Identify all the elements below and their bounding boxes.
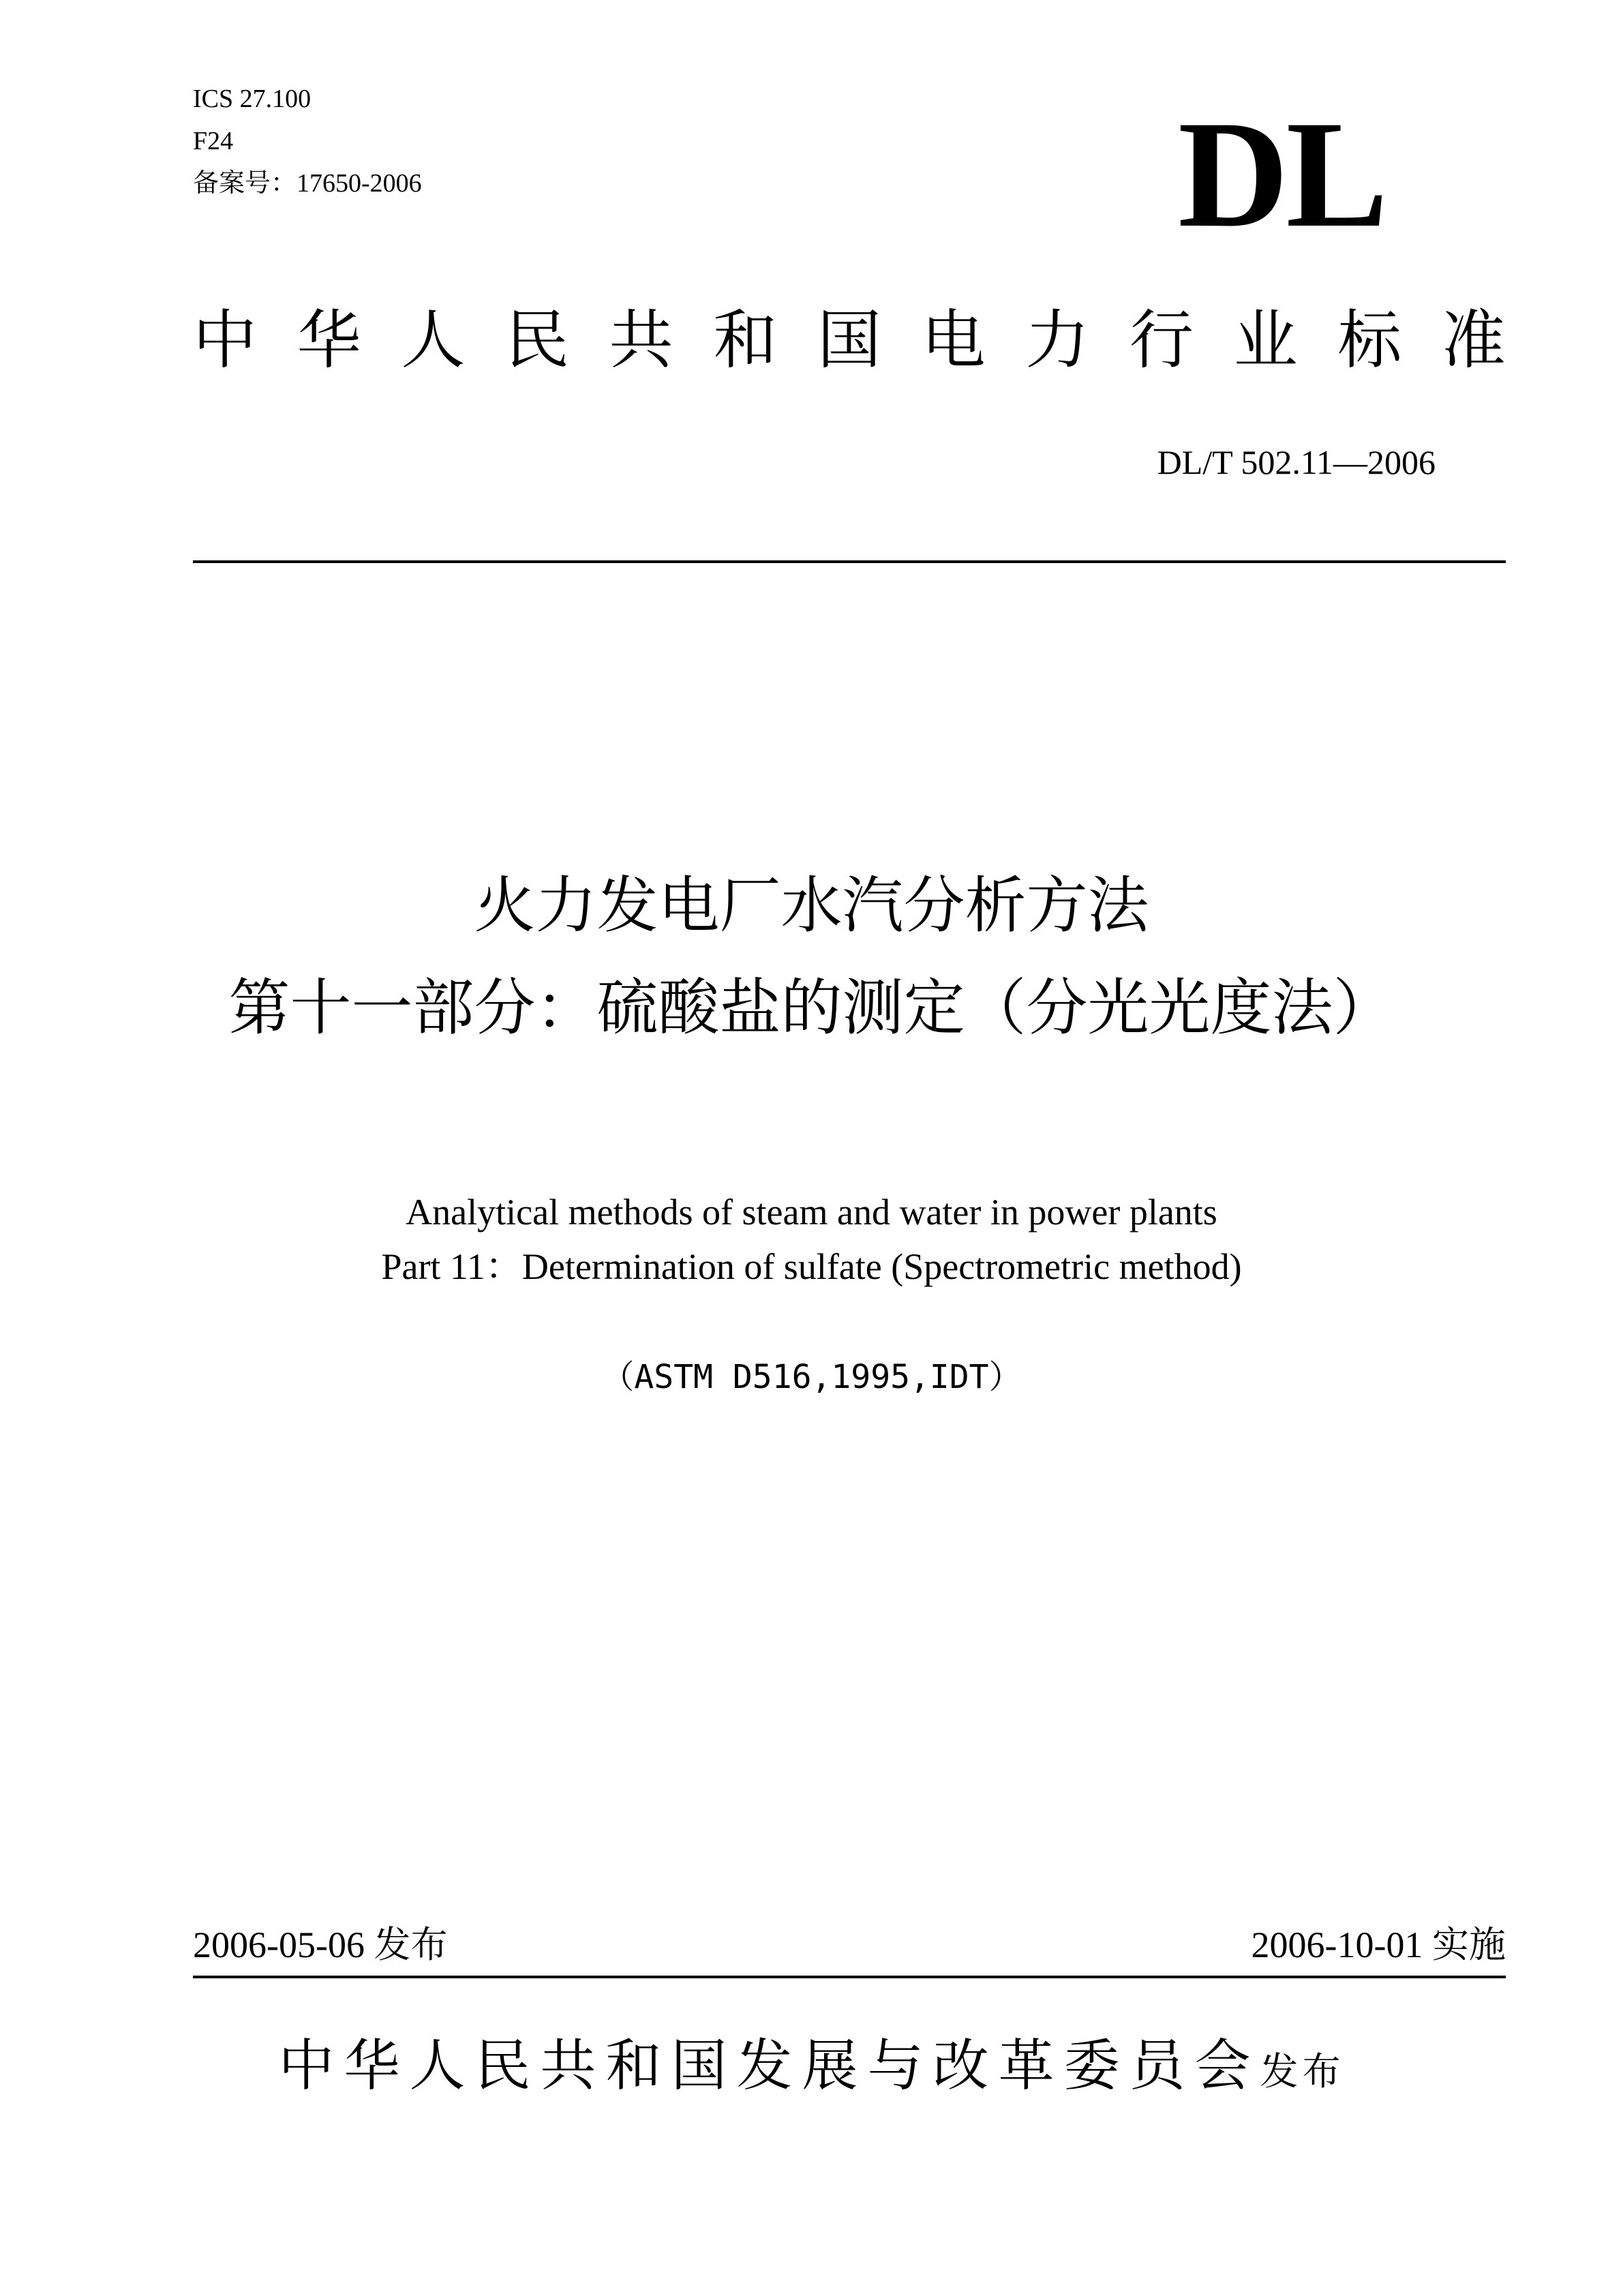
document-title-en-line1: Analytical methods of steam and water in power plants bbox=[406, 1192, 1217, 1233]
dl-logo-mark: DL bbox=[1178, 89, 1386, 259]
standard-title: 中华人民共和国电力行业标准 bbox=[193, 303, 1506, 378]
top-divider bbox=[193, 560, 1506, 563]
record-number: 备案号：17650-2006 bbox=[193, 169, 422, 198]
bottom-divider bbox=[193, 1976, 1506, 1978]
document-title-en-line2: Part 11：Determination of sulfate (Spectrometric method) bbox=[381, 1246, 1242, 1287]
issuer-suffix: 发布 bbox=[1260, 2050, 1345, 2094]
ics-code: ICS 27.100 bbox=[193, 85, 312, 113]
standard-number: DL/T 502.11—2006 bbox=[1157, 443, 1436, 481]
adoption-reference: （ASTM D516,1995,IDT） bbox=[601, 1358, 1022, 1396]
issuer-line bbox=[0, 2029, 1623, 2119]
issue-date: 2006-05-06 发布 bbox=[193, 1924, 448, 1965]
issuer-name: 中华人民共和国发展与改革委员会 bbox=[278, 2034, 1260, 2098]
implementation-date: 2006-10-01 实施 bbox=[1251, 1924, 1506, 1965]
document-title-cn-line1: 火力发电厂水汽分析方法 bbox=[474, 870, 1149, 941]
document-title-cn-line2: 第十一部分：硫酸盐的测定（分光光度法） bbox=[228, 972, 1395, 1044]
ccs-code: F24 bbox=[193, 127, 234, 155]
